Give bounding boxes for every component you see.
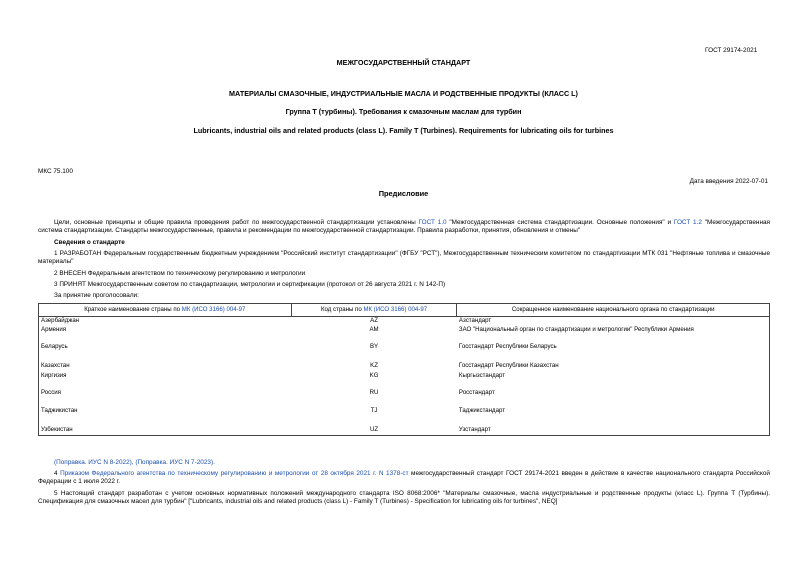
rosstandart-order-link[interactable]: Приказом Федерального агентства по техническому регулированию и метрологии от 28 октября 2021 г. N 1378-ст <box>60 470 409 477</box>
introduction-date: Дата введения 2022-07-01 <box>689 178 768 185</box>
item-1-developed: 1 РАЗРАБОТАН Федеральным государственным бюджетным учреждением "Российский институт стандартизации" (ФГБУ "РСТ"), Межгосударственным техническим комитетом по стандартизации МТК 031 "Нефтяные топлива и смазочные материалы" <box>38 250 770 266</box>
amendments-line <box>54 459 215 467</box>
gost-1-2-link[interactable]: ГОСТ 1.2 <box>673 219 702 226</box>
body-cell: Азстандарт <box>458 317 492 324</box>
subtitle-ru: Группа Т (турбины). Требования к смазочным маслам для турбин <box>285 107 522 116</box>
amendment-link-2[interactable]: Поправка <box>137 459 167 466</box>
body-cell: Кыргызстандарт <box>458 371 506 379</box>
table-row <box>39 326 770 343</box>
preface-paragraph <box>38 219 770 236</box>
column-header-body: Сокращенное наименование национального органа по стандартизации <box>457 304 770 317</box>
table-row <box>39 389 770 407</box>
mk-iso-link[interactable]: МК (ИСО 3166) 004-97 <box>363 306 428 314</box>
gost-1-0-link[interactable]: ГОСТ 1.0 <box>418 219 447 226</box>
amendment-text-1: . ИУС N 8-2022), ( <box>84 459 138 466</box>
document-heading: МЕЖГОСУДАРСТВЕННЫЙ СТАНДАРТ <box>336 58 471 67</box>
country-cell: Армения <box>41 325 67 333</box>
item-4-number: 4 <box>54 470 61 477</box>
preface-text-2: "Межгосударственная система стандартизации. Основные положения" и <box>446 219 674 226</box>
body-cell: Росстандарт <box>458 388 495 396</box>
table-row <box>39 317 770 326</box>
mks-code: МКС 75.100 <box>38 168 73 175</box>
preface-heading: Предисловие <box>378 189 429 198</box>
preface-text-1: Цели, основные принципы и общие правила проведения работ по межгосударственной стандартизации установлены <box>54 219 419 226</box>
doc-number: ГОСТ 29174-2021 <box>705 47 758 54</box>
amendment-link-1[interactable]: Поправка <box>56 459 85 466</box>
body-cell: Узстандарт <box>458 425 491 433</box>
title-ru: МАТЕРИАЛЫ СМАЗОЧНЫЕ, ИНДУСТРИАЛЬНЫЕ МАСЛА И РОДСТВЕННЫЕ ПРОДУКТЫ (КЛАСС L) <box>229 89 578 98</box>
table-row <box>39 426 770 436</box>
item-5-harmonization: 5 Настоящий стандарт разработан с учетом основных нормативных положений международного стандарта ISO 8068:2006* "Материалы смазочные, масла индустриальные и родственные продукты (класс L). Группа Т (Турбины). Спецификация для смазочных масел для турбин" ["Lubricants, industrial oils and related products (class L) - Family T (Turbines) - Specification for lubricating oils for turbines", NEQ] <box>38 490 770 506</box>
code-cell: BY <box>369 342 379 350</box>
table-header-row <box>39 304 770 317</box>
code-cell: TJ <box>370 406 378 414</box>
table-row <box>39 372 770 389</box>
body-cell: Госстандарт Республики Беларусь <box>458 342 557 350</box>
code-cell: KG <box>369 371 379 379</box>
item-4-text: межгосударственный стандарт ГОСТ 29174-2021 введен в действие в качестве национального стандарта Российской Федерации с 1 июля 2022 г. <box>38 470 770 486</box>
info-heading: Сведения о стандарте <box>54 239 125 246</box>
code-cell: AZ <box>370 317 378 324</box>
title-en: Lubricants, industrial oils and related products (class L). Family T (Turbines). Requirements for lubricating oils for turbines <box>193 126 614 135</box>
body-cell: Таджикстандарт <box>458 406 506 414</box>
country-cell: Россия <box>41 388 61 396</box>
mk-iso-link[interactable]: МК (ИСО 3166) 004-97 <box>181 306 246 314</box>
country-cell: Киргизия <box>41 371 67 379</box>
amendment-text-2: . ИУС N 7-2023). <box>166 459 215 466</box>
code-cell: AM <box>369 325 379 333</box>
item-4-enacted <box>38 470 770 487</box>
table-row <box>39 407 770 426</box>
vote-label: За принятие проголосовали: <box>54 292 139 299</box>
code-cell: RU <box>369 388 379 396</box>
column-header-country-text: Краткое наименование страны по <box>84 306 182 314</box>
table-row <box>39 343 770 362</box>
body-cell: ЗАО "Национальный орган по стандартизации и метрологии" Республики Армения <box>458 325 694 333</box>
country-cell: Узбекистан <box>41 425 73 433</box>
column-header-code-text: Код страны по <box>320 306 364 314</box>
body-cell: Госстандарт Республики Казахстан <box>458 361 559 369</box>
code-cell: UZ <box>369 425 379 433</box>
country-cell: Беларусь <box>41 342 68 350</box>
preface-text-3: "Межгосударственная система стандартизации. Стандарты межгосударственные, правила и рекомендации по межгосударственной стандартизации. Правила разработки, принятия, обновления и отмены" <box>38 219 770 235</box>
column-header-code <box>291 304 457 317</box>
country-cell: Казахстан <box>41 361 70 369</box>
code-cell: KZ <box>370 361 378 369</box>
voting-states-table <box>38 303 770 436</box>
amendments-open: ( <box>54 459 57 466</box>
column-header-country <box>39 304 292 317</box>
table-row <box>39 362 770 372</box>
country-cell: Азербайджан <box>41 317 80 324</box>
item-3-adopted: 3 ПРИНЯТ Межгосударственным советом по стандартизации, метрологии и сертификации (протокол от 26 августа 2021 г. N 142-П) <box>54 281 446 288</box>
country-cell: Таджикистан <box>41 406 78 414</box>
item-2-submitted: 2 ВНЕСЕН Федеральным агентством по техническому регулированию и метрологии <box>54 270 306 277</box>
